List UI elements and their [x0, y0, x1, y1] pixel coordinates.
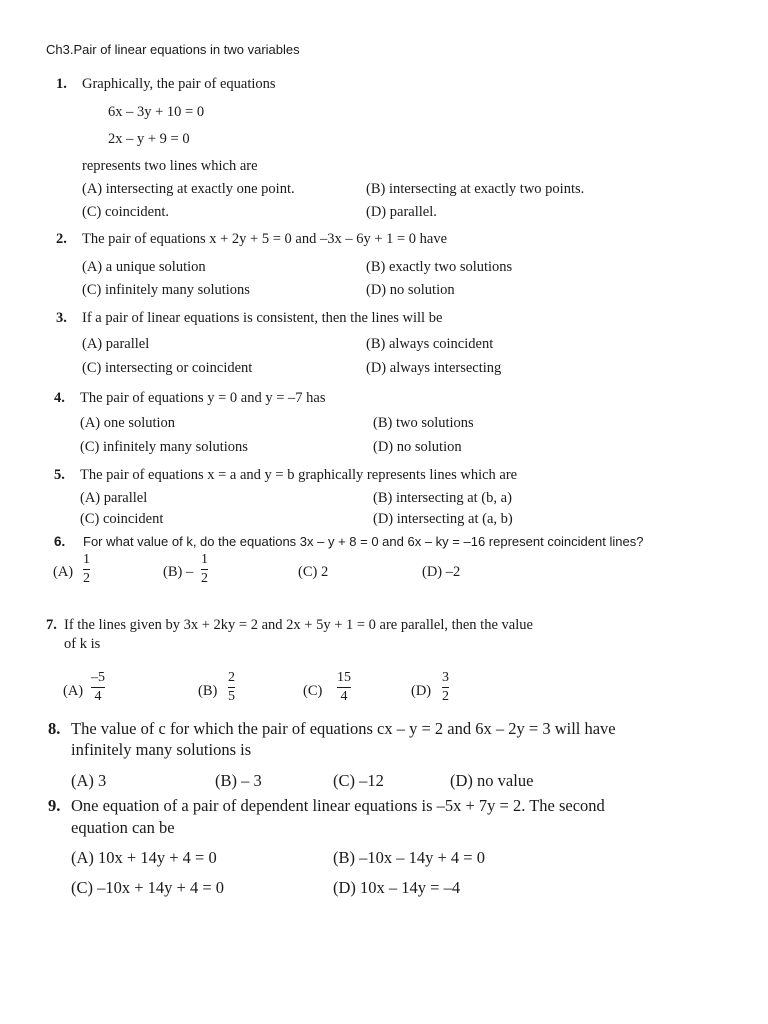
q1-option-d: (D) parallel.: [366, 204, 437, 220]
q1-equation-1: 6x – 3y + 10 = 0: [108, 104, 205, 120]
q6-option-a-label: (A): [53, 564, 74, 580]
q2-option-c: (C) infinitely many solutions: [82, 282, 250, 298]
q8-number: 8.: [48, 719, 61, 738]
q9-option-d: (D) 10x – 14y = –4: [333, 878, 461, 897]
q5-number: 5.: [54, 467, 65, 483]
fraction-bar: [91, 687, 105, 688]
q1-stem: Graphically, the pair of equations: [82, 76, 276, 92]
q4-number: 4.: [54, 390, 65, 406]
q6-option-b-label: (B) –: [163, 564, 194, 580]
q6-number: 6.: [54, 534, 66, 549]
q8-option-b: (B) – 3: [215, 771, 262, 790]
q8-stem: The value of c for which the pair of equations cx – y = 2 and 6x – 2y = 3 will have: [71, 719, 616, 738]
q6-option-b-denominator: 2: [201, 571, 208, 586]
q2-option-b: (B) exactly two solutions: [366, 259, 513, 275]
q6-option-a-denominator: 2: [83, 571, 90, 586]
q7-option-c-numerator: 15: [337, 670, 351, 685]
q7-option-b-label: (B): [198, 683, 218, 699]
q7-option-c-denominator: 4: [340, 689, 348, 704]
q4-option-b: (B) two solutions: [373, 415, 474, 431]
q7-option-d-denominator: 2: [442, 689, 449, 704]
q3-number: 3.: [56, 310, 67, 326]
q5-option-d: (D) intersecting at (a, b): [373, 511, 513, 527]
q2-option-d: (D) no solution: [366, 282, 455, 298]
q4-option-a: (A) one solution: [80, 415, 176, 431]
q1-stem-continued: represents two lines which are: [82, 158, 258, 174]
q9-option-a: (A) 10x + 14y + 4 = 0: [71, 848, 217, 867]
q9-stem: One equation of a pair of dependent linear equations is –5x + 7y = 2. The second: [71, 796, 605, 815]
q7-stem-continued: of k is: [64, 636, 101, 652]
q4-stem: The pair of equations y = 0 and y = –7 has: [80, 390, 326, 406]
fraction-bar: [201, 569, 208, 570]
q7-number: 7.: [46, 617, 57, 633]
q7-option-a-denominator: 4: [94, 689, 102, 704]
q7-option-b-denominator: 5: [228, 689, 235, 704]
q6-option-c: (C) 2: [298, 564, 329, 580]
q3-option-a: (A) parallel: [82, 336, 150, 352]
fraction-bar: [337, 687, 351, 688]
q9-number: 9.: [48, 796, 61, 815]
fraction-bar: [442, 687, 449, 688]
q1-option-c: (C) coincident.: [82, 204, 169, 220]
q2-stem: The pair of equations x + 2y + 5 = 0 and –3x – 6y + 1 = 0 have: [82, 231, 448, 247]
q8-option-c: (C) –12: [333, 771, 384, 790]
q9-stem-continued: equation can be: [71, 818, 175, 837]
q2-number: 2.: [56, 231, 67, 247]
page-title: Ch3.Pair of linear equations in two variables: [46, 42, 300, 57]
q6-stem: For what value of k, do the equations 3x – y + 8 = 0 and 6x – ky = –16 represent coincident lines?: [83, 534, 644, 549]
q5-option-b: (B) intersecting at (b, a): [373, 490, 512, 506]
q7-option-b-fraction: [228, 671, 235, 704]
q6-option-d: (D) –2: [422, 564, 461, 580]
q6-option-b-fraction: [201, 553, 208, 586]
q7-option-d-fraction: [442, 671, 449, 704]
q7-option-a-label: (A): [63, 683, 84, 699]
q6-option-b-numerator: 1: [201, 552, 208, 567]
q7-option-b-numerator: 2: [228, 670, 235, 685]
q8-stem-continued: infinitely many solutions is: [71, 740, 252, 759]
q2-option-a: (A) a unique solution: [82, 259, 206, 275]
q3-option-c: (C) intersecting or coincident: [82, 360, 253, 376]
q7-option-a-fraction: [91, 671, 105, 704]
q7-option-d-label: (D): [411, 683, 432, 699]
q4-option-d: (D) no solution: [373, 439, 462, 455]
q8-option-a: (A) 3: [71, 771, 107, 790]
q5-stem: The pair of equations x = a and y = b graphically represents lines which are: [80, 467, 518, 483]
q7-option-d-numerator: 3: [442, 670, 449, 685]
q4-option-c: (C) infinitely many solutions: [80, 439, 248, 455]
fraction-bar: [228, 687, 235, 688]
q7-option-c-fraction: [337, 671, 351, 704]
q7-stem: If the lines given by 3x + 2ky = 2 and 2x + 5y + 1 = 0 are parallel, then the value: [64, 617, 533, 633]
q9-option-c: (C) –10x + 14y + 4 = 0: [71, 878, 225, 897]
q5-option-a: (A) parallel: [80, 490, 148, 506]
q1-option-b: (B) intersecting at exactly two points.: [366, 181, 585, 197]
q1-equation-2: 2x – y + 9 = 0: [108, 131, 190, 147]
q5-option-c: (C) coincident: [80, 511, 164, 527]
q1-option-a: (A) intersecting at exactly one point.: [82, 181, 295, 197]
fraction-bar: [83, 569, 90, 570]
q6-option-a-numerator: 1: [83, 552, 90, 567]
q7-option-c-label: (C): [303, 683, 323, 699]
q6-option-a-fraction: [83, 553, 90, 586]
q3-option-d: (D) always intersecting: [366, 360, 502, 376]
q7-option-a-numerator: –5: [91, 670, 105, 685]
q9-option-b: (B) –10x – 14y + 4 = 0: [333, 848, 485, 867]
q1-number: 1.: [56, 76, 67, 92]
q3-option-b: (B) always coincident: [366, 336, 494, 352]
q8-option-d: (D) no value: [450, 771, 534, 790]
q3-stem: If a pair of linear equations is consistent, then the lines will be: [82, 310, 443, 326]
